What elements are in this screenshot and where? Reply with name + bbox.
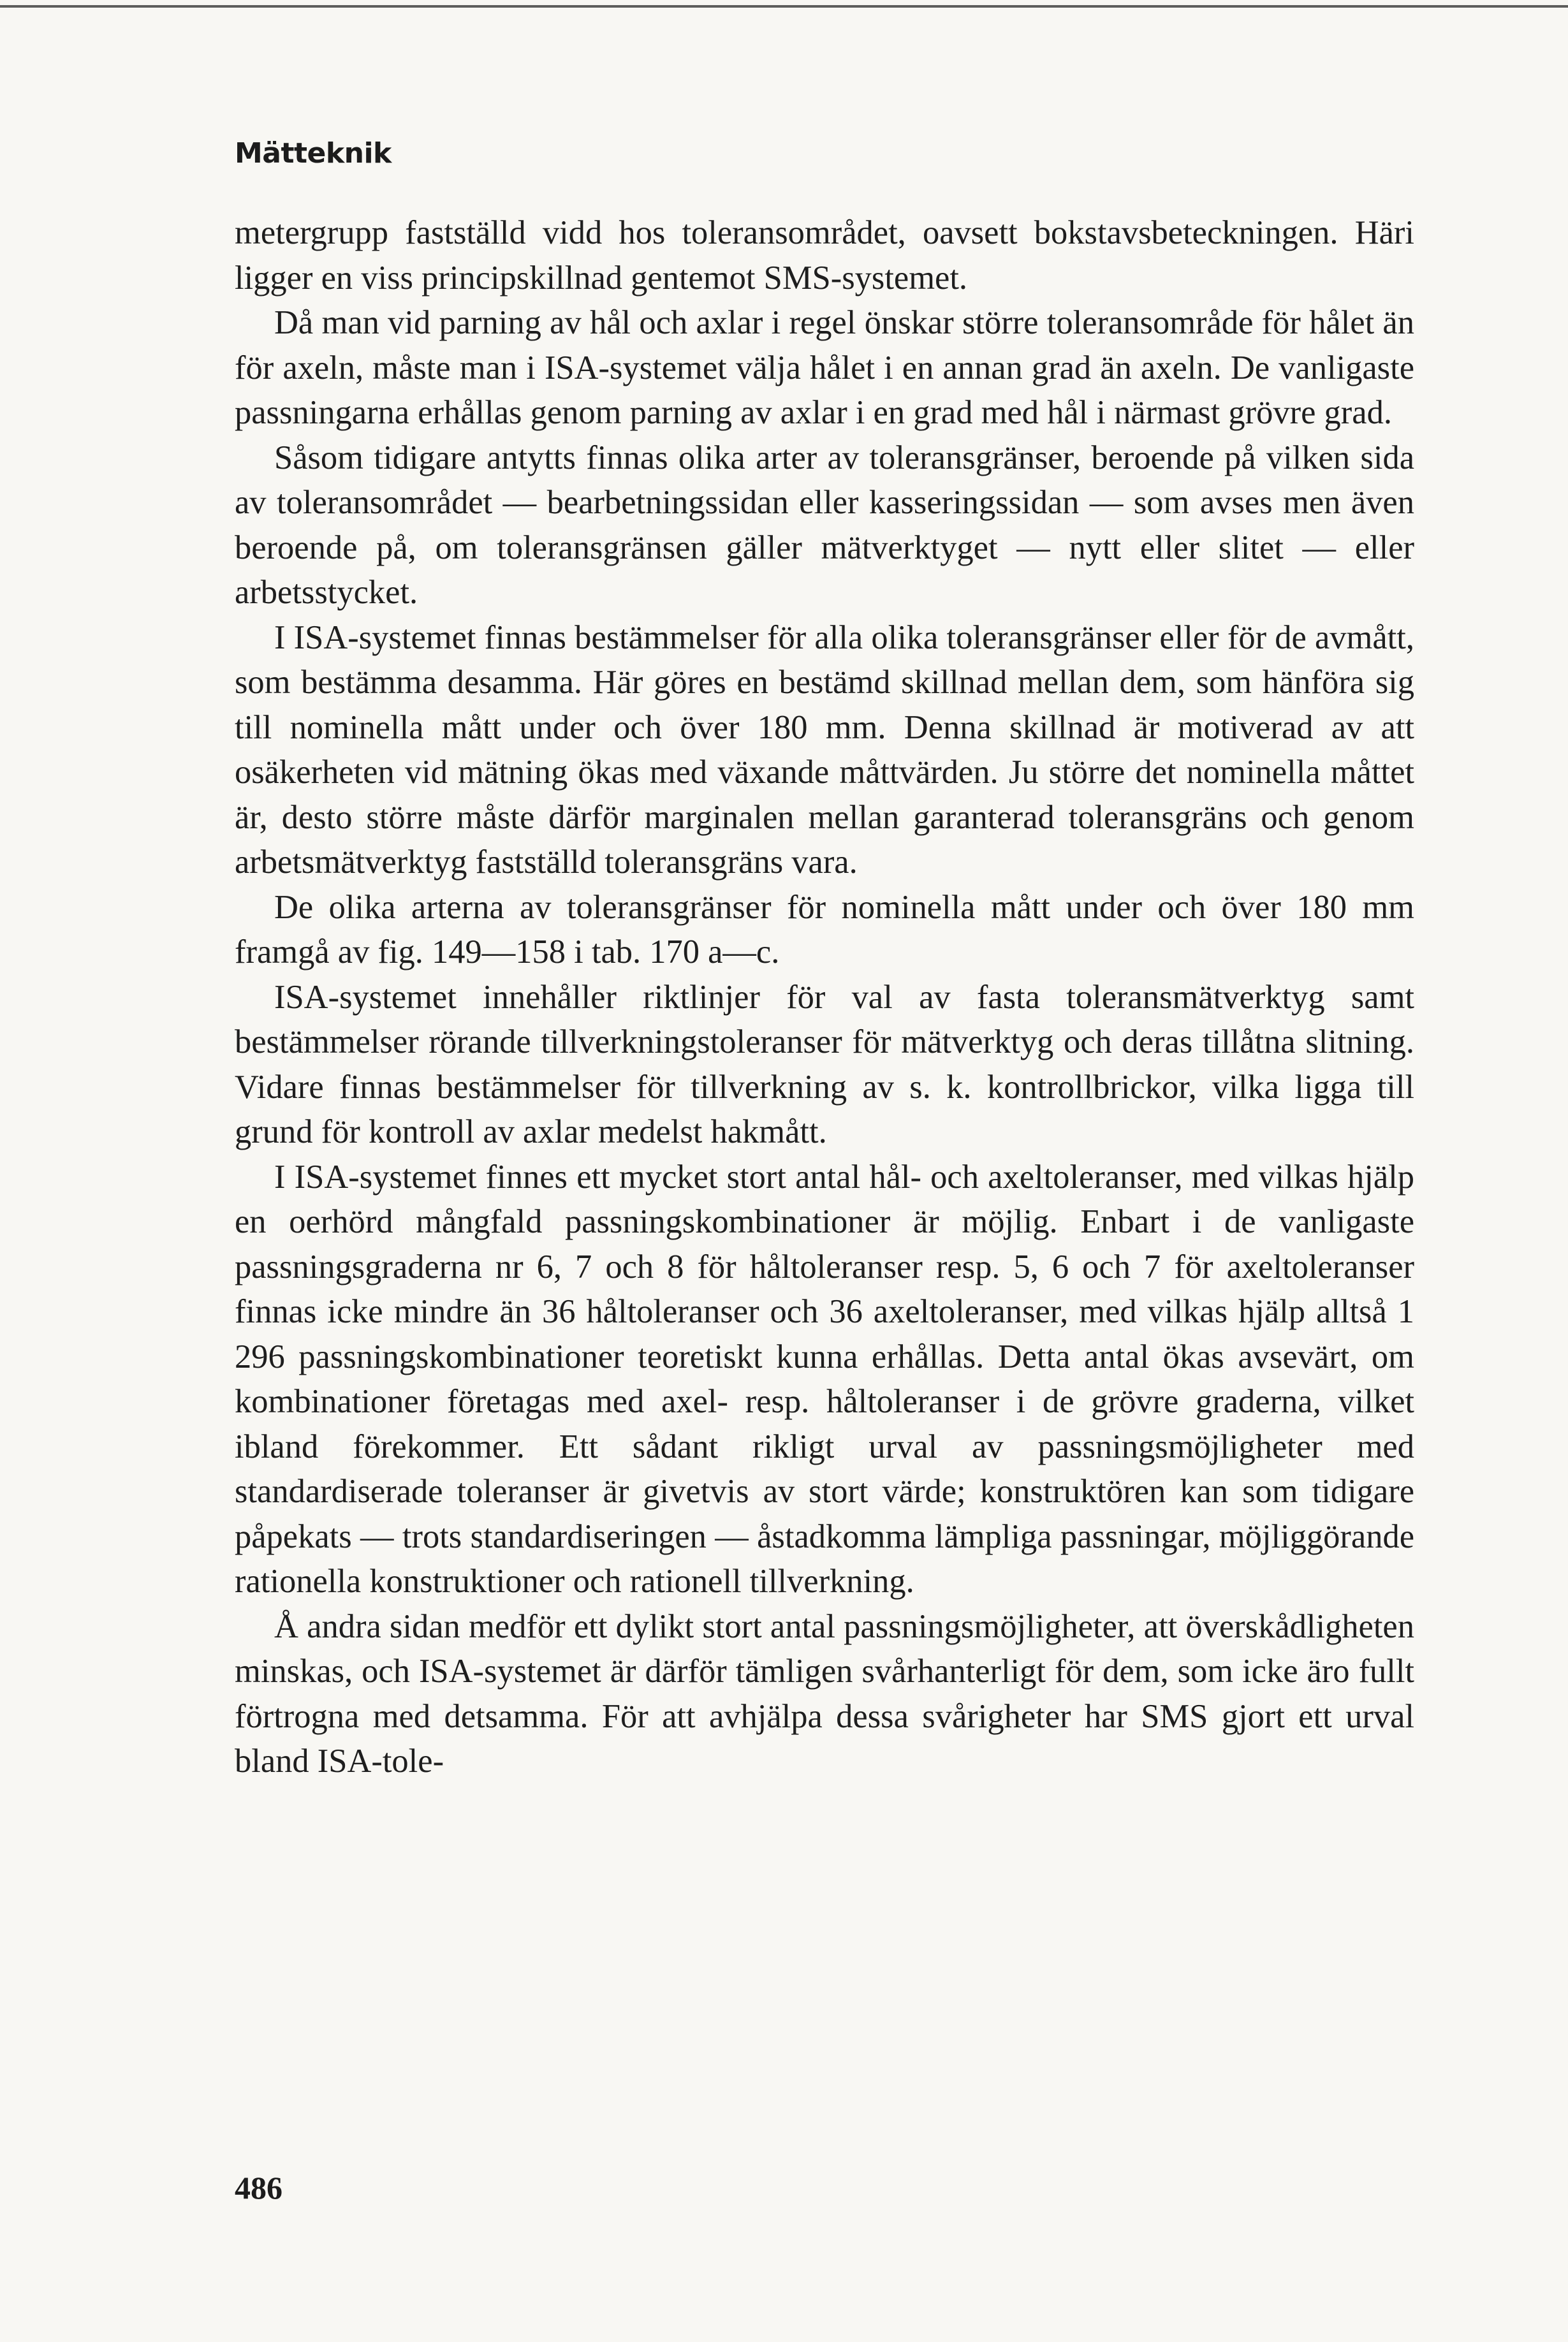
- paragraph: ISA-systemet innehåller riktlinjer för val av fasta toleransmätverktyg samt bestämmelser rörande tillverkningstoleranser för mätverktyg och deras tillåtna slitning. Vidare finnas bestämmelser för tillverkning av s. k. kontrollbrickor, vilka ligga till grund för kontroll av axlar medelst hakmått.: [235, 978, 1414, 1150]
- paragraph-continuation: metergrupp fastställd vidd hos toleransområdet, oavsett bokstavsbeteckningen. Häri ligger en viss principskillnad gentemot SMS-systemet.: [235, 214, 1414, 296]
- running-header: Mätteknik: [235, 137, 392, 170]
- page-number: 486: [235, 2170, 282, 2206]
- paragraph: I ISA-systemet finnas bestämmelser för alla olika toleransgränser eller för de avmått, som bestämma desamma. Här göres en bestämd skillnad mellan dem, som hänföra sig till nominella mått under och över 180 mm. Denna skillnad är motiverad av att osäkerheten vid mätning ökas med växande måttvärden. Ju större det nominella måttet är, desto större måste därför marginalen mellan garanterad toleransgräns och genom arbetsmätverktyg fastställd toleransgräns vara.: [235, 618, 1414, 881]
- top-edge-rule: [0, 5, 1568, 8]
- paragraph: Såsom tidigare antytts finnas olika arter av toleransgränser, beroende på vilken sida av toleransområdet — bearbetningssidan eller kasseringssidan — som avses men även beroende på, om toleransgränsen gäller mätverktyget — nytt eller slitet — eller arbetsstycket.: [235, 439, 1414, 611]
- paragraph: I ISA-systemet finnes ett mycket stort antal hål- och axeltoleranser, med vilkas hjälp en oerhörd mångfald passningskombinationer är möjlig. Enbart i de vanligaste passningsgraderna nr 6, 7 och 8 för håltoleranser resp. 5, 6 och 7 för axeltoleranser finnas icke mindre än 36 håltoleranser och 36 axeltoleranser, med vilkas hjälp alltså 1 296 passningskombinationer teoretiskt kunna erhållas. Detta antal ökas avsevärt, om kombinationer företagas med axel- resp. håltoleranser i de grövre graderna, vilket ibland förekommer. Ett sådant rikligt urval av passningsmöjligheter med standardiserade toleranser är givetvis av stort värde; konstruktören kan som tidigare påpekats — trots standardiseringen — åstadkomma lämpliga passningar, möjliggörande rationella konstruktioner och rationell tillverkning.: [235, 1158, 1414, 1600]
- body-text: [235, 210, 1414, 1784]
- paragraph: De olika arterna av toleransgränser för nominella mått under och över 180 mm framgå av fig. 149—158 i tab. 170 a—c.: [235, 888, 1414, 970]
- paragraph: Då man vid parning av hål och axlar i regel önskar större toleransområde för hålet än för axeln, måste man i ISA-systemet välja hålet i en annan grad än axeln. De vanligaste passningarna erhållas genom parning av axlar i en grad med hål i närmast grövre grad.: [235, 304, 1414, 431]
- paragraph: Å andra sidan medför ett dylikt stort antal passningsmöjligheter, att överskådligheten minskas, och ISA-systemet är därför tämligen svårhanterligt för dem, som icke äro fullt förtrogna med detsamma. För att avhjälpa dessa svårigheter har SMS gjort ett urval bland ISA-tole-: [235, 1607, 1414, 1780]
